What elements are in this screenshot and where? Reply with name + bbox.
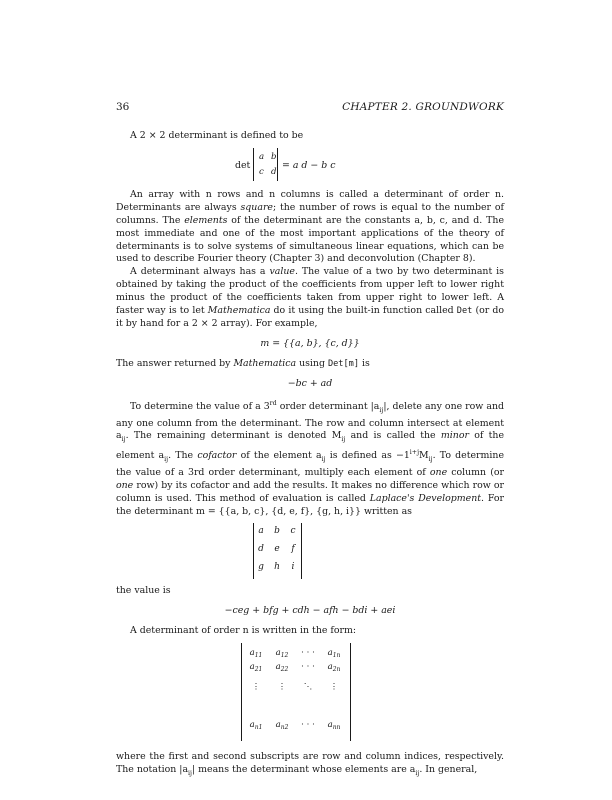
matrix-vdots: ⋮ xyxy=(329,682,339,693)
matrix-ellipsis: · · · xyxy=(301,662,315,673)
determinant-right-bar xyxy=(350,643,351,741)
matrix-3x3 xyxy=(116,523,504,585)
matrix-vdots: ⋮ xyxy=(251,682,261,693)
equation-2x2-determinant xyxy=(116,143,504,189)
paragraph-order: An array with n rows and n columns is called a determinant of order n. Determinants are always square; the number of rows is equal to the number of columns. The elements of the determinant are the constants a, b, c, and d. The most immediate and one of the most important applications of the theory of determinants is to solve systems of simultaneous linear equations, which can be used to describe Fourier theory (Chapter 3) and deconvolution (Chapter 8). xyxy=(116,188,504,265)
matrix-cell: $a_{22}$ xyxy=(275,662,289,674)
matrix-cell: a xyxy=(258,525,264,536)
matrix-cell: $a_{n1}$ xyxy=(249,720,263,732)
body-text xyxy=(116,130,504,781)
matrix-vdots: ⋮ xyxy=(277,682,287,693)
paragraph-value-is: the value is xyxy=(116,584,171,596)
equation-rhs: = a d − b c xyxy=(282,159,336,171)
det-label: det xyxy=(235,159,251,171)
determinant-left-bar xyxy=(241,643,242,741)
paragraph-order-n: A determinant of order n is written in the form: xyxy=(130,624,357,636)
matrix-cell: b xyxy=(274,525,280,536)
matrix-cell: $a_{12}$ xyxy=(275,648,289,660)
matrix-cell: $a_{21}$ xyxy=(249,662,263,674)
matrix-cell: h xyxy=(274,561,280,572)
matrix-cell: $a_{n2}$ xyxy=(275,720,289,732)
matrix-cell: $a_{2n}$ xyxy=(327,662,341,674)
matrix-cell: d xyxy=(271,166,277,177)
matrix-nxn xyxy=(116,641,504,751)
matrix-cell: e xyxy=(274,543,280,554)
paragraph-cofactor: To determine the value of a 3rd order determinant $|a_{ij}|$, delete any one row and any one column from the determinant. The row and column intersect at element $a_{ij}$. The remaining determinant is denoted $M_{ij}$ and is called the minor of the element $a_{ij}$. The cofactor of the element $a_{ij}$ is defined as $-1^{i+j}M_{ij}$. To determine the value of a 3rd order determinant, multiply each element of one column (or one row) by its cofactor and add the results. It makes no difference which row or column is used. This method of evaluation is called Laplace's Development. For the determinant m = {{a, b, c}, {d, e, f}, {g, h, i}} written as xyxy=(116,399,505,517)
matrix-cell: d xyxy=(258,543,264,554)
determinant-left-bar xyxy=(253,148,254,181)
matrix-cell: $a_{nn}$ xyxy=(327,720,341,732)
matrix-cell: f xyxy=(291,543,295,554)
matrix-cell: $a_{11}$ xyxy=(249,648,263,660)
equation-answer: −bc + ad xyxy=(287,377,333,389)
matrix-cell: g xyxy=(258,561,264,572)
equation-3x3-value: −ceg + bfg + cdh − afh − bdi + aei xyxy=(224,604,396,616)
paragraph-subscripts: where the first and second subscripts are row and column indices, respectively. The notation $|a_{ij}|$ means the determinant whose elements are $a_{ij}$. In general, xyxy=(116,751,504,778)
matrix-cell: c xyxy=(290,525,296,536)
chapter-title: CHAPTER 2. GROUNDWORK xyxy=(342,101,504,113)
matrix-ellipsis: · · · xyxy=(301,720,315,731)
matrix-cell: a xyxy=(259,151,265,162)
page-number: 36 xyxy=(116,101,130,113)
paragraph-answer: The answer returned by Mathematica using Det[m] is xyxy=(116,357,370,369)
determinant-right-bar xyxy=(301,523,302,579)
matrix-ddots: ⋱ xyxy=(303,682,313,693)
determinant-left-bar xyxy=(253,523,254,579)
paragraph-intro: A 2 × 2 determinant is defined to be xyxy=(130,130,304,141)
matrix-ellipsis: · · · xyxy=(301,648,315,659)
equation-m-def: m = {{a, b}, {c, d}} xyxy=(260,337,360,349)
matrix-cell: $a_{1n}$ xyxy=(327,648,341,660)
matrix-cell: c xyxy=(259,166,264,177)
running-header xyxy=(116,101,504,115)
paragraph-value: A determinant always has a value. The value of a two by two determinant is obtained by taking the product of the coefficients from upper left to lower right minus the product of the coefficients taken from upper right to lower left. A faster way is to let Mathematica do it using the built-in function called Det (or do it by hand for a 2 × 2 array). For example, xyxy=(116,266,505,329)
matrix-cell: i xyxy=(291,561,295,572)
matrix-cell: b xyxy=(271,151,277,162)
determinant-right-bar xyxy=(277,148,278,181)
